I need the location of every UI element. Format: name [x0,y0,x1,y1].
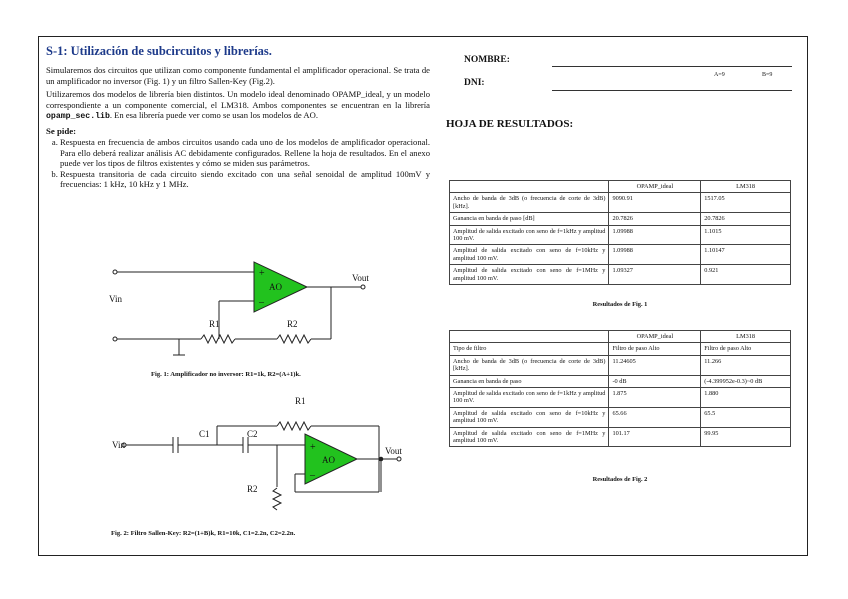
table-cell: 65.5 [701,407,791,427]
table-cell: 101.17 [609,427,701,447]
vin-label: Vin [112,440,125,450]
table-cell: 1.1015 [701,225,791,245]
table-header-cell: OPAMP_ideal [609,331,701,343]
table-cell: 99.95 [701,427,791,447]
opamp-label: AO [322,455,335,465]
table-cell: Ganancia en banda de paso [450,375,609,387]
nombre-line [552,66,792,67]
c2-label: C2 [247,429,258,439]
table-cell: 1.09988 [609,225,701,245]
table-cell: 20.7826 [609,213,701,225]
table-header-cell [450,331,609,343]
results-table-fig2 [449,330,791,447]
b-value: B=9 [762,72,773,78]
table-cell: 11.24605 [609,355,701,375]
table-cell: Amplitud de salida excitado con seno de f=1kHz y amplitud 100 mV. [450,388,609,408]
table-header-cell: LM318 [701,181,791,193]
table-row [450,388,791,408]
table-cell: Filtro de paso Alto [701,343,791,355]
table-cell: 1517.05 [701,193,791,213]
se-pide-heading: Se pide: [46,125,77,136]
intro-text: Utilizaremos dos modelos de librería bien distintos. Un modelo ideal denominado OPAMP_ideal, y un modelo correspondiente a un componente comercial, el LM318. Ambos componentes se encuentran en la librería [46,89,430,110]
table-cell: (-4.399952e-0.3)~0 dB [701,375,791,387]
table-cell: Amplitud de salida excitado con seno de f=1MHz y amplitud 100 mV. [450,265,609,285]
vin-label: Vin [109,294,122,304]
intro-text-end: . En esa librería puede ver como se usan los modelos de AO. [109,110,318,121]
table-cell: Amplitud de salida excitado con seno de f=1MHz y amplitud 100 mV. [450,427,609,447]
task-item: b. Respuesta transitoria de cada circuito siendo excitado con una señal senoidal de amplitud 100mV y frecuencias: 1 kHz, 10 kHz y 1 MHz. [60,169,430,190]
section-title: S-1: Utilización de subcircuitos y librerías. [46,44,272,58]
vout-label: Vout [352,273,369,283]
task-list [46,137,430,190]
table-cell: 1.09988 [609,245,701,265]
table-cell: 1.880 [701,388,791,408]
table-row [450,427,791,447]
nombre-label: NOMBRE: [464,55,510,65]
table-row [450,343,791,355]
table-cell: Amplitud de salida excitado con seno de f=1kHz y amplitud 100 mV. [450,225,609,245]
opamp-plus-sign: + [310,442,316,453]
table-header-cell: OPAMP_ideal [609,181,701,193]
dni-label: DNI: [464,78,485,88]
table-row [450,245,791,265]
table1-caption: Resultados de Fig. 1 [592,301,648,308]
dni-line [552,90,792,91]
table-cell: 65.66 [609,407,701,427]
table-cell: Amplitud de salida excitado con seno de f=10kHz y amplitud 100 mV. [450,245,609,265]
table-header-cell: LM318 [701,331,791,343]
r1-label: R1 [295,396,306,406]
task-item: a. Respuesta en frecuencia de ambos circuitos usando cada uno de los modelos de amplificador operacional. Para ello deberá realizar análisis AC debidamente configurados. Rellene la hoja de resultados. En el anexo puede ver los tipos de filtros existentes y cómo se miden sus parámetros. [60,137,430,169]
table-cell: 1.10147 [701,245,791,265]
table-row [450,407,791,427]
opamp-label: AO [269,282,282,292]
r1-label: R1 [209,319,220,329]
table-cell: Ancho de banda de 3dB (o frecuencia de corte de 3dB) [kHz]. [450,355,609,375]
table2-caption: Resultados de Fig. 2 [592,476,648,483]
document-page [38,36,808,556]
opamp-minus-sign: – [310,470,315,481]
table-cell: Tipo de filtro [450,343,609,355]
intro-paragraph-1: Simularemos dos circuitos que utilizan como componente fundamental el amplificador operacional. Se trata de un amplificador no inversor (Fig. 1) y un filtro Sallen-Key (Fig.2). [46,65,430,86]
c1-label: C1 [199,429,210,439]
table-row [450,225,791,245]
table-row [450,213,791,225]
table-cell: Ancho de banda de 3dB (o frecuencia de corte de 3dB) [kHz]. [450,193,609,213]
library-name: opamp_sec.lib [46,112,110,122]
left-column [46,44,430,190]
fig2-schematic [112,382,417,512]
table-cell: Amplitud de salida excitado con seno de f=10kHz y amplitud 100 mV. [450,407,609,427]
r2-label: R2 [287,319,298,329]
table-cell: 1.875 [609,388,701,408]
fig2-caption: Fig. 2: Filtro Sallen-Key: R2=(1+B)k, R1=10k, C1=2.2n, C2=2.2n. [111,530,296,537]
table-cell: 9090.91 [609,193,701,213]
opamp-plus-sign: + [259,268,265,279]
results-table-fig1 [449,180,791,285]
table-header-row [450,331,791,343]
table-cell: 1.09327 [609,265,701,285]
vout-label: Vout [385,446,402,456]
output-node-dot [379,457,384,462]
table-cell: -0 dB [609,375,701,387]
table-cell: Ganancia en banda de paso [dB] [450,213,609,225]
table-header-cell [450,181,609,193]
table-row [450,265,791,285]
intro-paragraph-2 [46,89,430,123]
fig1-schematic [109,255,409,385]
table-row [450,193,791,213]
table-row [450,355,791,375]
r2-label: R2 [247,484,258,494]
opamp-minus-sign: – [259,297,264,308]
table-cell: 11.266 [701,355,791,375]
table-cell: 20.7826 [701,213,791,225]
table-cell: 0.921 [701,265,791,285]
table-cell: Filtro de paso Alto [609,343,701,355]
table-row [450,375,791,387]
results-title: HOJA DE RESULTADOS: [446,118,574,130]
fig1-caption: Fig. 1: Amplificador no inversor: R1=1k, R2=(A+1)k. [151,371,301,378]
a-value: A=9 [714,72,725,78]
table-header-row [450,181,791,193]
